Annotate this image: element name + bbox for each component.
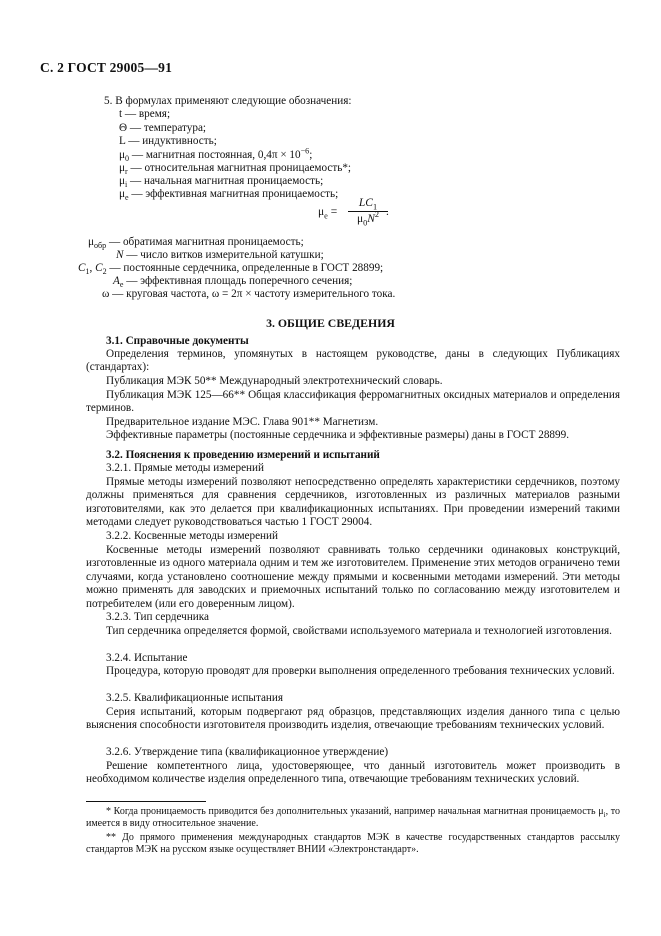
notation-turns: N — число витков измерительной катушки; <box>116 249 324 261</box>
notation-temperature: Θ — температура; <box>119 122 207 134</box>
s323-text: Тип сердечника определяется формой, свойствами используемого материала и технологией изготовления. <box>106 625 612 637</box>
s321-title: 3.2.1. Прямые методы измерений <box>106 462 265 474</box>
notation-time: t — время; <box>119 108 171 120</box>
formula-end: . <box>386 206 389 218</box>
notation-mue: $\mu_e$ — эффективная магнитная проницаемость; <box>119 188 339 203</box>
page-header: С. 2 ГОСТ 29005—91 <box>40 60 173 75</box>
s31-title: 3.1. Справочные документы <box>106 335 249 347</box>
s321-text: Прямые методы измерений позволяют непосредственно определять характеристики сердечников, поэтому должны применяться для сравнения сердечников, изготовленных из различных материалов разными изготовителями, как это делается при квалификационных испытаниях. При проведении измерений такими методами следует руководствоваться частью 1 ГОСТ 29004. <box>86 476 620 529</box>
formula-fraction <box>348 197 388 226</box>
section-3-title: 3. ОБЩИЕ СВЕДЕНИЯ <box>266 316 395 330</box>
formula-denominator: $\mu_0N^2$ <box>356 210 380 228</box>
notation-omega: ω — круговая частота, ω = 2π × частоту измерительного тока. <box>102 288 396 300</box>
s326-text: Решение компетентного лица, удостоверяющее, что данный изготовитель может производить в необходимом количестве изделия определенного типа, отвечающие требованиям технических условий. <box>86 760 620 786</box>
notation-area: $A_e$ — эффективная площадь поперечного сечения; <box>113 275 353 290</box>
s31-p1: Определения терминов, упомянутых в настоящем руководстве, даны в следующих Публикациях (стандартах): <box>86 348 620 374</box>
footnote-2: ** До прямого применения международных стандартов МЭК в качестве государственных стандартов рассылку стандартов МЭК на русском языке осуществляет ВНИИ «Электронстандарт». <box>86 832 620 856</box>
notation-mu0: $\mu_0$ — магнитная постоянная, $0,4\pi \times 10^{-6}$; <box>119 146 313 164</box>
notation-mui: $\mu_i$ — начальная магнитная проницаемость; <box>119 175 324 190</box>
formula-fraction-bar <box>348 211 388 212</box>
s31-p4: Предварительное издание МЭС. Глава 901** Магнетизм. <box>106 416 379 428</box>
footnote-1: * Когда проницаемость приводится без дополнительных указаний, например начальная магнитная проницаемость $\mu_i$, то имеется в виду относительное значение. <box>86 806 620 830</box>
effective-permeability-formula <box>318 199 398 229</box>
s31-p2: Публикация МЭК 50** Международный электротехнический словарь. <box>106 375 443 387</box>
s325-text: Серия испытаний, которым подвергают ряд образцов, представляющих изделия данного типа с целью выяснения способности изготовителя производить изделия, отвечающие требованиям технических условий. <box>86 706 620 732</box>
notation-muobr: $\mu_{обр}$ — обратимая магнитная проницаемость; <box>88 236 304 251</box>
notation-inductance: L — индуктивность; <box>119 135 217 147</box>
notation-intro: 5. В формулах применяют следующие обозначения: <box>104 95 352 107</box>
s323-title: 3.2.3. Тип сердечника <box>106 611 210 623</box>
footnote-rule <box>86 801 206 802</box>
s32-title: 3.2. Пояснения к проведению измерений и испытаний <box>106 449 380 461</box>
s322-title: 3.2.2. Косвенные методы измерений <box>106 530 279 542</box>
s31-p5: Эффективные параметры (постоянные сердечника и эффективные размеры) даны в ГОСТ 28899. <box>106 429 570 441</box>
notation-mur: $\mu_r$ — относительная магнитная проницаемость*; <box>119 162 352 177</box>
s326-title: 3.2.6. Утверждение типа (квалификационное утверждение) <box>106 746 389 758</box>
formula-lhs: $\mu_e$ = <box>318 206 338 221</box>
s324-text: Процедура, которую проводят для проверки выполнения определенного требования технических условий. <box>106 665 615 677</box>
s31-p3: Публикация МЭК 125—66** Общая классификация ферромагнитных оксидных материалов и определения терминов. <box>86 389 620 415</box>
formula-numerator: $LC_1$ <box>358 197 378 212</box>
s324-title: 3.2.4. Испытание <box>106 652 188 664</box>
s322-text: Косвенные методы измерений позволяют сравнивать только сердечники одинаковых конструкций, изготовленные из одного материала одним и тем же изготовителем. Применение этих методов ограничено теми случаями, когда установлено соотношение между прямыми и косвенными методами измерений. Эти методы можно применять для заводских и приемочных испытаний только по согласованию между изготовителем и потребителем (или его доверенным лицом). <box>86 544 620 610</box>
notation-core-constants: $C_1$, $C_2$ — постоянные сердечника, определенные в ГОСТ 28899; <box>78 262 384 277</box>
s325-title: 3.2.5. Квалификационные испытания <box>106 692 284 704</box>
